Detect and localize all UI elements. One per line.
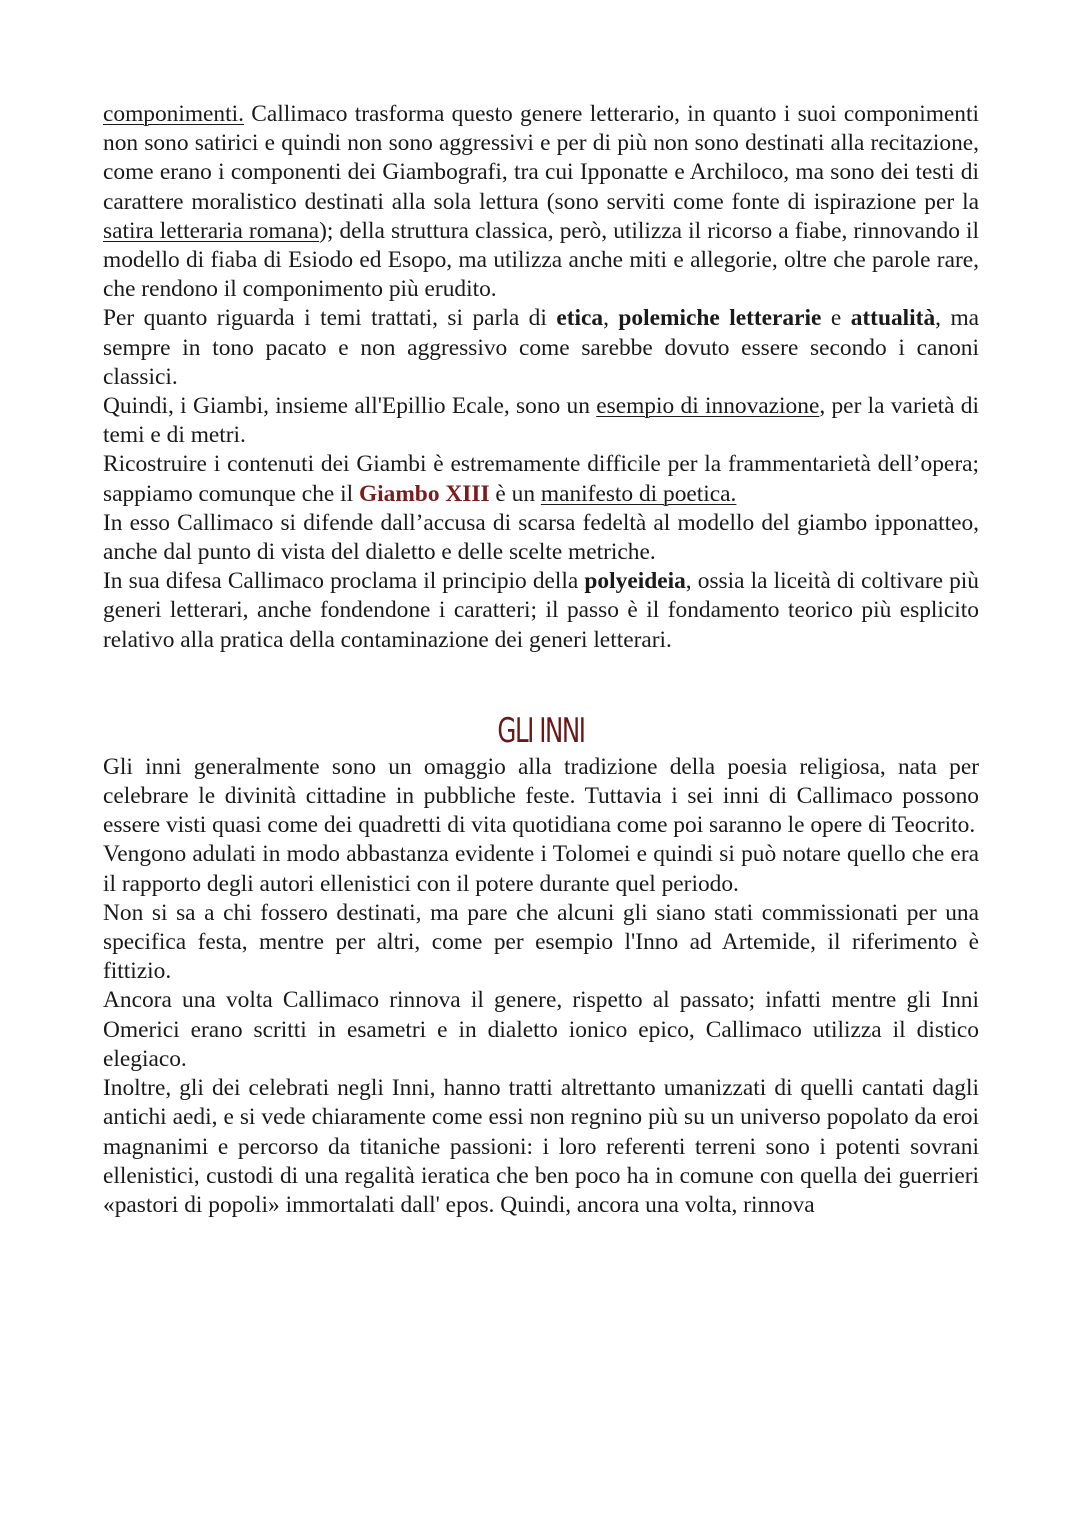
text-run: In esso Callimaco si difende dall’accusa di scarsa fedeltà al modello del giambo ipponatteo, anche dal punto di vista del dialetto e delle scelte metriche.: [103, 509, 979, 566]
paragraph-difesa: [103, 509, 979, 567]
paragraph-polyeideia: [103, 567, 979, 655]
section-spacer: [103, 655, 979, 709]
text-run: Ricostruire i contenuti dei Giambi è estremamente difficile per la frammentarietà dell’opera; sappiamo comunque che il: [103, 451, 979, 507]
text-run: , ma sempre in tono pacato e non aggressivo come sarebbe dovuto essere secondo i canoni classici.: [103, 305, 980, 390]
paragraph-inni-intro: Gli inni generalmente sono un omaggio alla tradizione della poesia religiosa, nata per celebrare le divinità cittadine in pubbliche feste. Tuttavia i sei inni di Callimaco possono essere visti quasi come dei quadretti di vita quotidiana come poi saranno le opere di Teocrito.: [103, 753, 979, 839]
paragraph-innovazione: [103, 392, 979, 450]
text-run: e: [821, 305, 851, 332]
underlined-text: manifesto di poetica.: [540, 480, 737, 507]
text-run: , ossia la liceità di coltivare più generi letterari, anche fondendone i caratteri; il passo è il fondamento teorico più esplicito relativo alla pratica della contaminazione dei generi letterari.: [103, 568, 979, 653]
underlined-text: satira letteraria romana: [103, 217, 320, 244]
section-heading: GLI INNI: [497, 710, 585, 751]
text-run: Callimaco trasforma questo genere letterario, in quanto i suoi componimenti non sono satirici e quindi non sono aggressivi e per di più non sono destinati alla recitazione, come erano i componenti dei Giambografi, tra cui Ipponatte e Archiloco, ma sono dei testi di carattere moralistico destinati alla sola lettura (sono serviti come fonte di ispirazione per la: [103, 101, 979, 215]
highlighted-text: Giambo XIII: [358, 480, 490, 507]
bold-text: attualità: [850, 305, 936, 332]
underlined-text: esempio di innovazione: [596, 393, 820, 420]
paragraph-giambi-genre: [103, 100, 979, 304]
text-run: Per quanto riguarda i temi trattati, si parla di: [103, 305, 557, 332]
text-run: ,: [603, 305, 619, 332]
paragraph-giambo-xiii: [103, 450, 979, 508]
paragraph-dei: Inoltre, gli dei celebrati negli Inni, hanno tratti altrettanto umanizzati di quelli cantati dagli antichi aedi, e si vede chiaramente come essi non regnino più su un universo popolato da eroi magnanimi e percorso da titaniche passioni: i loro referenti terreni sono i potenti sovrani ellenistici, custodi di una regalità ieratica che ben poco ha in comune con quella dei guerrieri «pastori di popoli» immortalati dall' epos. Quindi, ancora una volta, rinnova: [103, 1075, 979, 1218]
paragraph-tolomei: Vengono adulati in modo abbastanza evidente i Tolomei e quindi si può notare quello che era il rapporto degli autori ellenistici con il potere durante quel periodo.: [103, 841, 979, 897]
text-run: Quindi, i Giambi, insieme all'Epillio Ecale, sono un: [103, 393, 597, 420]
document-page: [103, 100, 979, 1220]
paragraph-distico: Ancora una volta Callimaco rinnova il genere, rispetto al passato; infatti mentre gli Inni Omerici erano scritti in esametri e in dialetto ionico epico, Callimaco utilizza il distico elegiaco.: [103, 987, 979, 1072]
paragraph-temi: [103, 304, 979, 392]
paragraph-destinatari: Non si sa a chi fossero destinati, ma pare che alcuni gli siano stati commissionati per una specifica festa, mentre per altri, come per esempio l'Inno ad Artemide, il riferimento è fittizio.: [103, 899, 979, 985]
underlined-text: componimenti.: [103, 101, 244, 127]
bold-text: polemiche letterarie: [618, 305, 822, 332]
text-run: In sua difesa Callimaco proclama il principio della: [103, 568, 585, 595]
text-run: è un: [489, 480, 541, 507]
bold-text: etica: [556, 305, 604, 332]
bold-text: polyeideia: [584, 568, 686, 595]
text-run: , per la varietà di temi e di metri.: [103, 393, 980, 449]
text-run: ); della struttura classica, però, utilizza il ricorso a fiabe, rinnovando il modello di fiaba di Esiodo ed Esopo, ma utilizza anche miti e allegorie, oltre che parole rare, che rendono il componimento più erudito.: [103, 217, 979, 303]
